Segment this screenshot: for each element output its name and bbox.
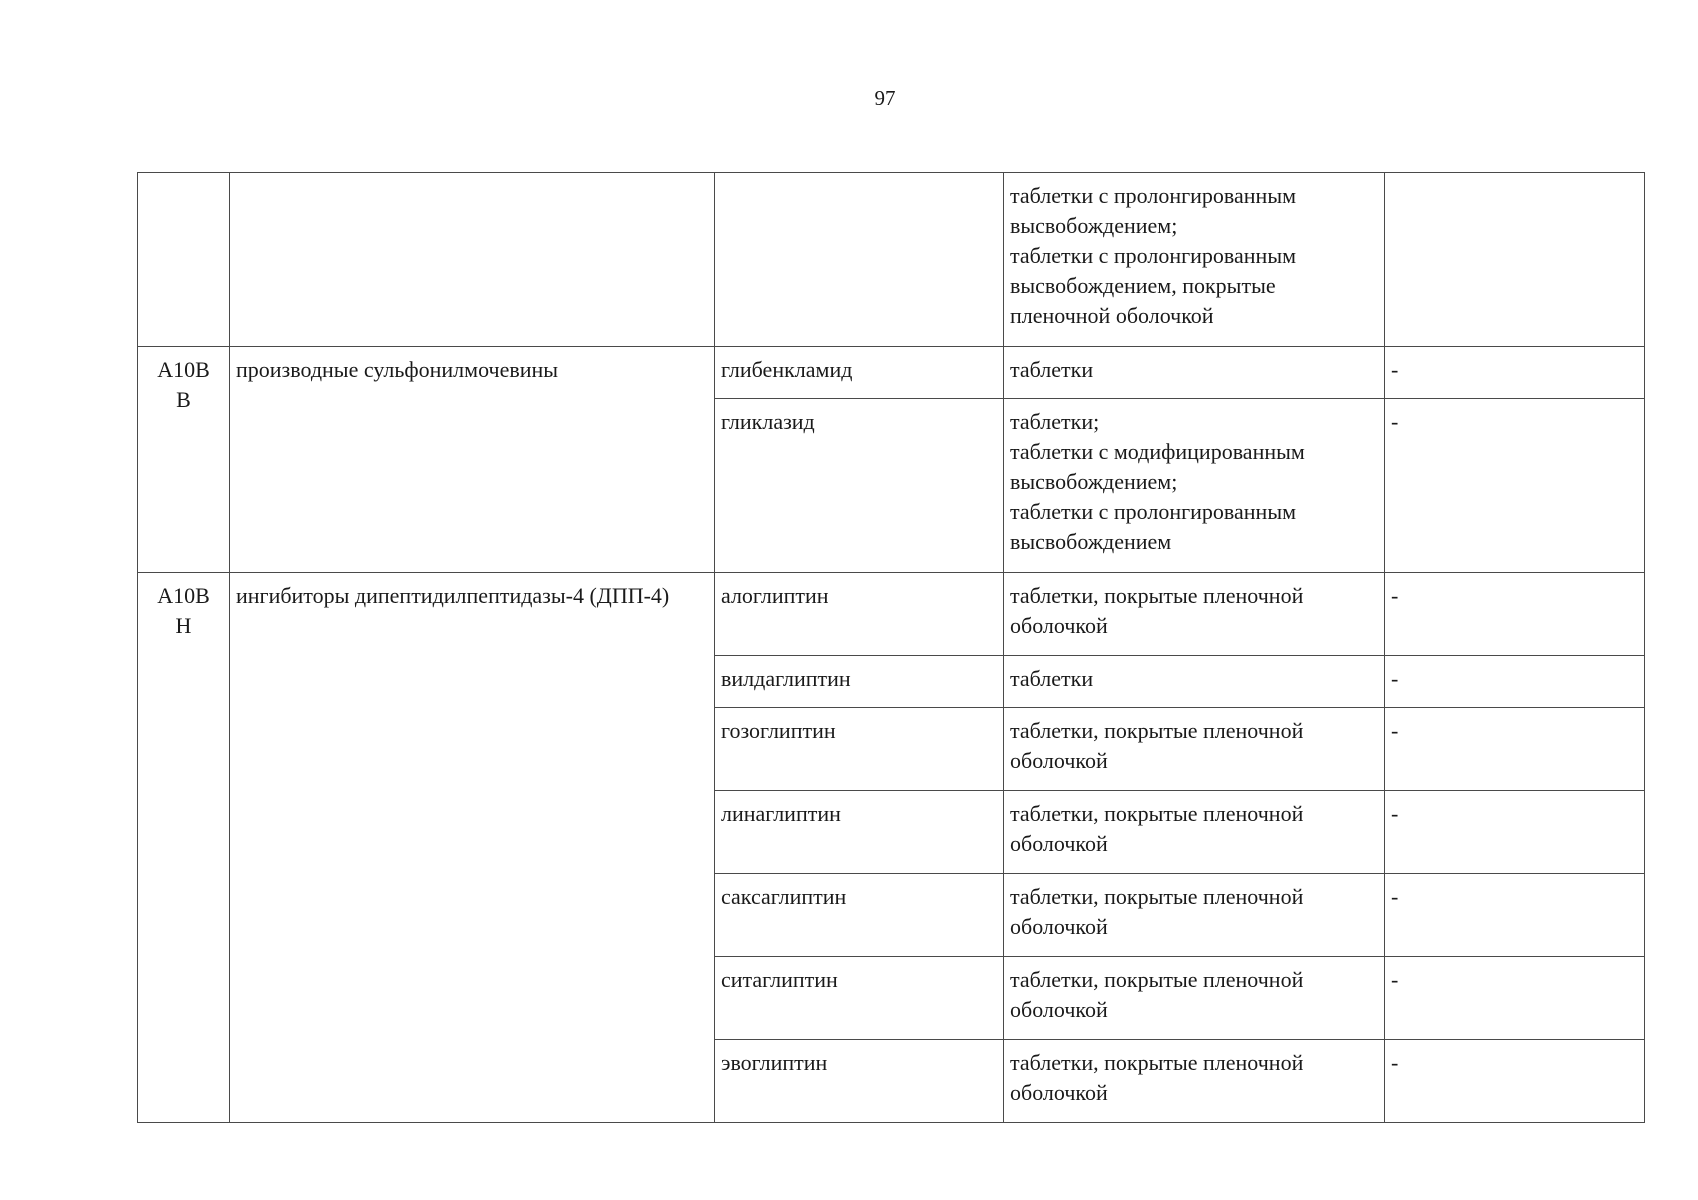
note-cell: - <box>1385 708 1645 791</box>
table-row <box>138 347 1645 399</box>
page-number: 97 <box>874 86 896 110</box>
note-cell: - <box>1385 791 1645 874</box>
dosage-form-cell: таблетки <box>1004 656 1385 708</box>
dosage-form-cell: таблетки, покрытые пленочной оболочкой <box>1004 708 1385 791</box>
note-cell: - <box>1385 399 1645 573</box>
note-cell: - <box>1385 573 1645 656</box>
table-row <box>138 573 1645 656</box>
drug-name-cell: гозоглиптин <box>715 708 1004 791</box>
dosage-form-cell: таблетки, покрытые пленочной оболочкой <box>1004 791 1385 874</box>
atc-code-cell: A10B H <box>138 573 230 1123</box>
drug-table <box>137 172 1645 1123</box>
drug-name-cell: вилдаглиптин <box>715 656 1004 708</box>
group-name-cell: производные сульфонилмочевины <box>230 347 715 573</box>
note-cell <box>1385 173 1645 347</box>
drug-name-cell: саксаглиптин <box>715 874 1004 957</box>
dosage-form-cell: таблетки; таблетки с модифицированным высвобождением; таблетки с пролонгированным высвобождением <box>1004 399 1385 573</box>
dosage-form-cell: таблетки, покрытые пленочной оболочкой <box>1004 573 1385 656</box>
group-name-cell: ингибиторы дипептидилпептидазы-4 (ДПП-4) <box>230 573 715 1123</box>
dosage-form-cell: таблетки, покрытые пленочной оболочкой <box>1004 957 1385 1040</box>
note-cell: - <box>1385 1040 1645 1123</box>
dosage-form-cell: таблетки <box>1004 347 1385 399</box>
drug-name-cell: глибенкламид <box>715 347 1004 399</box>
table-row <box>138 173 1645 347</box>
drug-name-cell: линаглиптин <box>715 791 1004 874</box>
group-name-cell <box>230 173 715 347</box>
drug-name-cell: алоглиптин <box>715 573 1004 656</box>
drug-name-cell: гликлазид <box>715 399 1004 573</box>
note-cell: - <box>1385 874 1645 957</box>
atc-code-cell <box>138 173 230 347</box>
note-cell: - <box>1385 656 1645 708</box>
dosage-form-cell: таблетки, покрытые пленочной оболочкой <box>1004 1040 1385 1123</box>
drug-name-cell: эвоглиптин <box>715 1040 1004 1123</box>
drug-name-cell <box>715 173 1004 347</box>
note-cell: - <box>1385 957 1645 1040</box>
note-cell: - <box>1385 347 1645 399</box>
dosage-form-cell: таблетки с пролонгированным высвобождением; таблетки с пролонгированным высвобождением, покрытые пленочной оболочкой <box>1004 173 1385 347</box>
dosage-form-cell: таблетки, покрытые пленочной оболочкой <box>1004 874 1385 957</box>
drug-name-cell: ситаглиптин <box>715 957 1004 1040</box>
atc-code-cell: A10B B <box>138 347 230 573</box>
